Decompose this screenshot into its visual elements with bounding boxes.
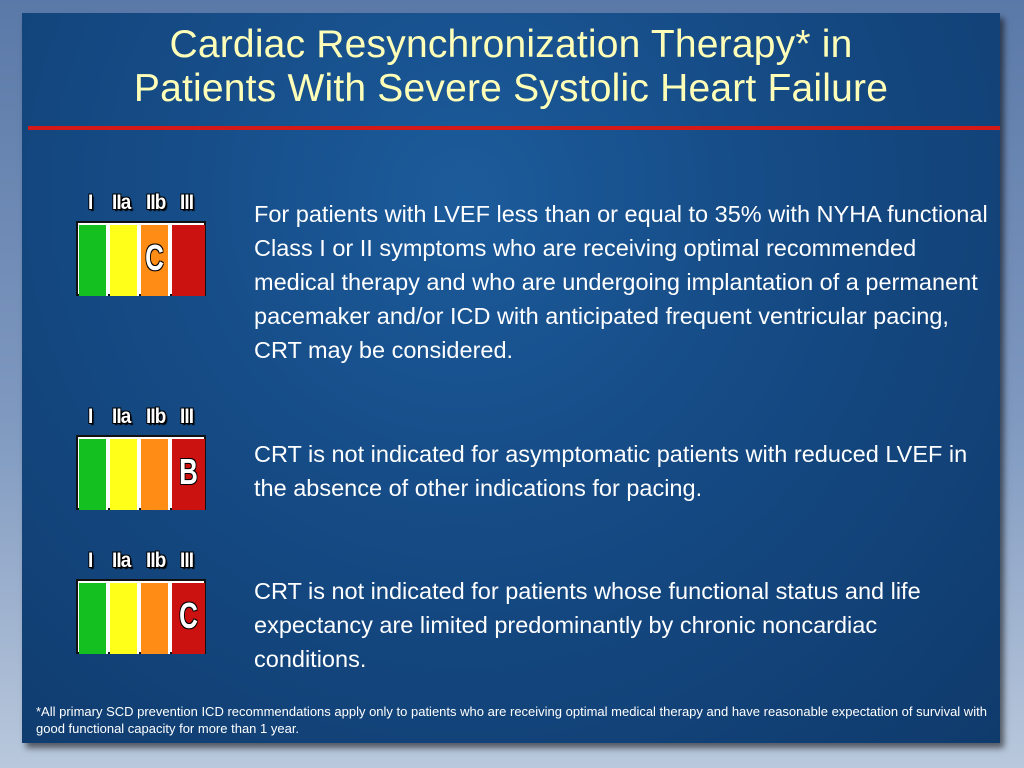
class-iia-box [110, 583, 139, 654]
title-line-1: Cardiac Resynchronization Therapy* in [169, 23, 853, 66]
recommendation-text: CRT is not indicated for patients whose functional status and life expectancy are limited predominantly by chronic noncardiac conditions. [254, 578, 921, 672]
class-label-i: I [88, 191, 93, 214]
class-iii-box [172, 225, 205, 296]
class-iib-box [141, 225, 170, 296]
class-labels [76, 549, 206, 575]
footnote: *All primary SCD prevention ICD recommendations apply only to patients who are receiving optimal medical therapy and have reasonable expectation of survival with good functional capacity for more than 1 year. [36, 704, 987, 736]
class-label-iii: III [180, 191, 194, 214]
class-iia-box [110, 225, 139, 296]
slide-panel [22, 13, 1000, 743]
class-label-i: I [88, 549, 93, 572]
class-i-box [79, 225, 108, 296]
class-i-box [79, 439, 108, 510]
slide-title [22, 23, 1000, 111]
recommendation-text: For patients with LVEF less than or equal to 35% with NYHA functional Class I or II symptoms who are receiving optimal recommended medical therapy and who are undergoing implantation of a permanent pacemaker and/or ICD with anticipated frequent ventricular pacing, CRT may be considered. [254, 201, 988, 363]
class-badge [76, 405, 206, 492]
class-i-box [79, 583, 108, 654]
class-label-iii: III [180, 405, 194, 428]
class-labels [76, 191, 206, 217]
class-labels [76, 405, 206, 431]
class-color-boxes [76, 221, 206, 296]
class-iii-box [172, 583, 205, 654]
class-iib-box [141, 439, 170, 510]
class-iia-box [110, 439, 139, 510]
class-color-boxes [76, 579, 206, 654]
class-label-iii: III [180, 549, 194, 572]
class-label-iia: IIa [112, 549, 131, 572]
class-label-iia: IIa [112, 405, 131, 428]
class-iii-box [172, 439, 205, 510]
class-color-boxes [76, 435, 206, 510]
class-iib-box [141, 583, 170, 654]
level-of-evidence-letter: C [179, 595, 198, 636]
class-label-iia: IIa [112, 191, 131, 214]
class-label-i: I [88, 405, 93, 428]
level-of-evidence-letter: C [145, 237, 164, 278]
class-label-iib: IIb [146, 549, 166, 572]
level-of-evidence-letter: B [179, 451, 198, 492]
class-badge [76, 549, 206, 636]
class-label-iib: IIb [146, 405, 166, 428]
class-badge [76, 191, 206, 278]
title-divider [28, 126, 1000, 130]
title-line-2: Patients With Severe Systolic Heart Failure [133, 67, 889, 110]
recommendation-text: CRT is not indicated for asymptomatic patients with reduced LVEF in the absence of other indications for pacing. [254, 441, 968, 501]
class-label-iib: IIb [146, 191, 166, 214]
